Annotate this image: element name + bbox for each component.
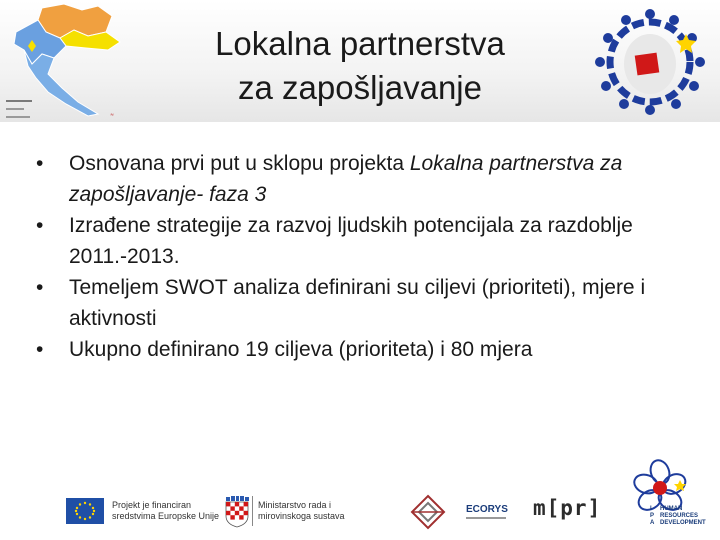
bullet-marker: •	[36, 214, 44, 237]
bullet-marker: •	[36, 276, 44, 299]
geometric-emblem-icon	[410, 494, 446, 530]
svg-text:≈: ≈	[110, 112, 115, 118]
ipa-letter-i: I	[650, 506, 652, 512]
eu-flag-icon	[66, 498, 104, 524]
bullet-text: Osnovana prvi put u sklopu projekta	[69, 152, 410, 175]
slide-title	[150, 22, 570, 110]
ipa-letter-a: A	[650, 520, 655, 526]
eu-funding-line-1: Projekt je financiran	[112, 500, 192, 510]
bullet-text: Izrađene strategije za razvoj ljudskih potencijala za razdoblje 2011.-2013.	[69, 214, 633, 268]
title-line-2: za zapošljavanje	[238, 69, 482, 106]
eu-funding-text	[112, 500, 219, 522]
people-circle-logo	[586, 4, 714, 118]
ecorys-subline	[466, 516, 506, 521]
footer-logos	[0, 460, 720, 540]
bullet-marker: •	[36, 152, 44, 175]
ipa-program-text	[660, 506, 706, 527]
croatia-map-logo	[2, 2, 130, 120]
ecorys-logo: ECORYS	[466, 504, 508, 515]
ipa-letters	[650, 506, 654, 527]
ipa-line-1: HUMAN	[660, 506, 683, 512]
bullet-text-italic: Lokalna partnerstva za zapošljavanje- faza 3	[69, 152, 623, 206]
bullet-marker: •	[36, 338, 44, 361]
mpr-logo: m[pr]	[533, 496, 602, 520]
ecorys-subline-bar	[466, 517, 506, 520]
ministry-line-1: Ministarstvo rada i	[258, 500, 332, 510]
ipa-letter-p: P	[650, 513, 655, 519]
bullet-item	[36, 210, 706, 272]
bullet-item	[36, 334, 706, 365]
footer-divider	[252, 496, 253, 526]
bullet-list	[36, 148, 706, 365]
ipa-line-3: DEVELOPMENT	[660, 520, 706, 526]
croatian-coat-of-arms-icon	[224, 496, 250, 528]
eu-funding-line-2: sredstvima Europske Unije	[112, 511, 220, 521]
ipa-line-2: RESOURCES	[660, 513, 699, 519]
bullet-text: Ukupno definirano 19 ciljeva (prioriteta) i 80 mjera	[69, 338, 533, 361]
title-line-1: Lokalna partnerstva	[215, 25, 505, 62]
bullet-text: Temeljem SWOT analiza definirani su ciljevi (prioriteti), mjere i aktivnosti	[69, 276, 646, 330]
bullet-item	[36, 272, 706, 334]
ministry-text	[258, 500, 345, 522]
ministry-line-2: mirovinskoga sustava	[258, 511, 345, 521]
bullet-item	[36, 148, 706, 210]
